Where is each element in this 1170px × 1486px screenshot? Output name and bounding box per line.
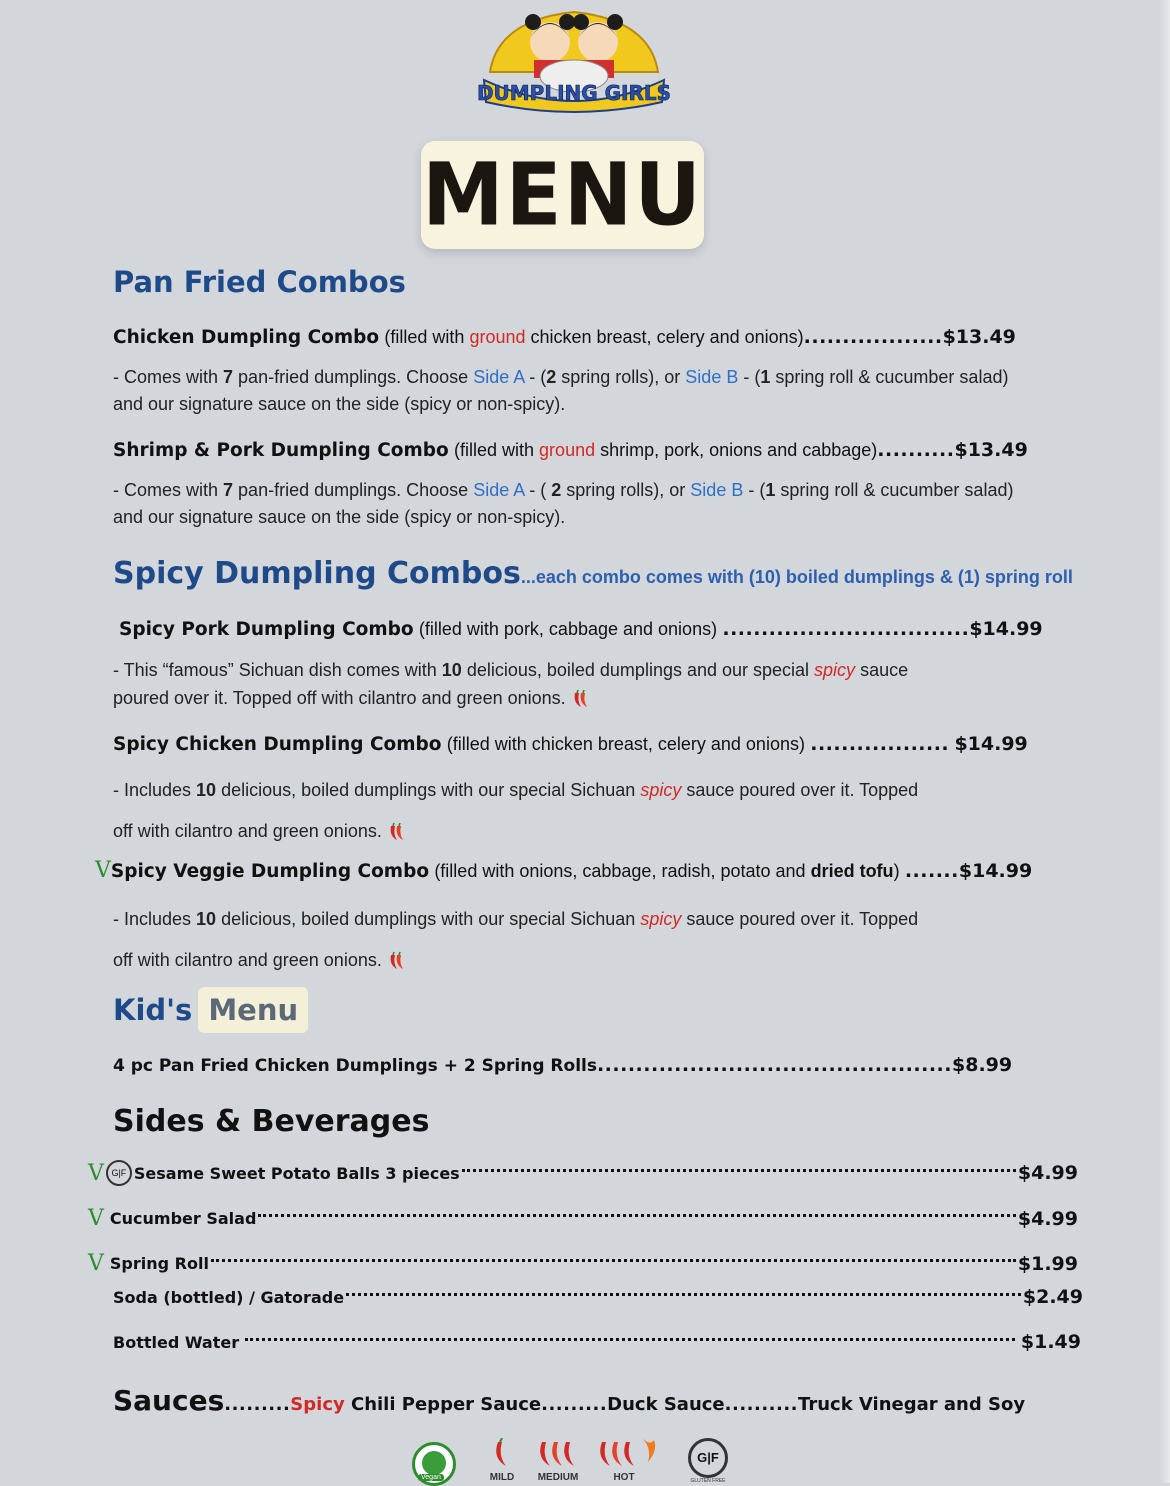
leader-dots: .................. <box>810 733 950 755</box>
gluten-free-icon: G|F <box>106 1160 132 1186</box>
mild-pepper-icon <box>490 1438 512 1468</box>
side-a-label: Side A <box>473 367 525 387</box>
medium-pepper-icon <box>536 1438 578 1468</box>
leader-dots <box>346 1293 1021 1296</box>
side-item-spring-roll <box>88 1251 1078 1276</box>
leader-dots: .................. <box>803 326 943 348</box>
sauce-vinegar-soy: Truck Vinegar and Soy <box>798 1394 1026 1415</box>
vegan-mark-icon: V <box>95 858 111 883</box>
side-item-sesame-balls <box>88 1160 1078 1186</box>
item-price: $14.99 <box>969 618 1043 640</box>
item-price: $4.99 <box>1017 1207 1078 1230</box>
item-price: $13.49 <box>954 439 1028 461</box>
kids-heading-row <box>113 986 308 1034</box>
item-price: $1.99 <box>1017 1252 1078 1275</box>
side-b-label: Side B <box>690 480 744 500</box>
menu-item-chicken-dumpling: Chicken Dumpling Combo (filled with ground chicken breast, celery and onions)..................$13.49 <box>113 326 1016 348</box>
item-name: Sesame Sweet Potato Balls 3 pieces <box>133 1163 460 1183</box>
svg-text:DUMPLING GIRLS: DUMPLING GIRLS <box>478 81 670 105</box>
item-name: Spicy Chicken Dumpling Combo <box>113 734 442 755</box>
page-title: MENU <box>422 145 703 245</box>
menu-item-spicy-chicken: Spicy Chicken Dumpling Combo (filled with chicken breast, celery and onions) .................. $14.99 <box>113 733 1028 755</box>
spicy-heading-row <box>113 556 1073 591</box>
pan-fried-heading: Pan Fried Combos <box>113 265 406 299</box>
page-edge <box>1160 0 1170 1483</box>
kids-heading-highlight: Menu <box>198 987 308 1033</box>
gluten-free-label: GLUTEN FREE <box>690 1478 726 1484</box>
mild-label: MILD <box>489 1472 515 1483</box>
legend: Vegan MILD MEDIUM HOT G|F GLUTEN FREE <box>408 1436 738 1483</box>
item-price: $14.99 <box>958 860 1033 882</box>
item-description: - Comes with 7 pan-fried dumplings. Choose Side A - (2 spring rolls), or Side B - (1 spring roll & cucumber salad) and our signature sauce on the side (spicy or non-spicy). <box>113 367 1009 414</box>
vegan-mark-icon: V <box>88 1251 104 1276</box>
item-name: 4 pc Pan Fried Chicken Dumplings + 2 Spring Rolls <box>113 1056 597 1076</box>
vegan-mark-icon: V <box>88 1160 104 1186</box>
item-description: - Comes with 7 pan-fried dumplings. Choose Side A - ( 2 spring rolls), or Side B - (1 spring roll & cucumber salad) and our signature sauce on the side (spicy or non-spicy). <box>113 480 1014 527</box>
leader-dots: .............................................. <box>596 1054 952 1076</box>
leader-dots <box>258 1214 1016 1217</box>
menu-item-spicy-veggie: VSpicy Veggie Dumpling Combo (filled with onions, cabbage, radish, potato and dried tofu) .......$14.99 <box>95 858 1033 883</box>
leader-dots: .......... <box>877 439 955 461</box>
hot-label: HOT <box>613 1472 635 1483</box>
item-description: - Includes 10 delicious, boiled dumplings with our special Sichuan spicy sauce poured over it. Topped off with cilantro and green onions. <box>113 909 919 970</box>
item-name: Cucumber Salad <box>109 1209 257 1228</box>
hot-pepper-icon <box>596 1436 662 1468</box>
item-name: Soda (bottled) / Gatorade <box>113 1287 345 1307</box>
item-name: Shrimp & Pork Dumpling Combo <box>113 440 449 461</box>
chili-pepper-icon <box>571 689 593 709</box>
chili-pepper-icon <box>387 822 409 842</box>
item-price: $8.99 <box>952 1054 1013 1076</box>
kids-item <box>113 1054 1012 1077</box>
sides-heading: Sides & Beverages <box>113 1104 430 1139</box>
sauce-chili: Chili Pepper Sauce <box>344 1394 542 1415</box>
logo-graphic <box>478 2 670 114</box>
item-price: $13.49 <box>942 326 1016 348</box>
sauce-spicy-label: Spicy <box>290 1394 345 1415</box>
menu-item-shrimp-pork-dumpling: Shrimp & Pork Dumpling Combo (filled with ground shrimp, pork, onions and cabbage)..........$13.49 <box>113 439 1028 461</box>
sauces-heading: Sauces <box>113 1384 225 1417</box>
menu-title-box <box>421 141 704 249</box>
sauces-row: Sauces.........Spicy Chili Pepper Sauce.........Duck Sauce..........Truck Vinegar and Soy <box>113 1384 1026 1417</box>
item-price: $2.49 <box>1022 1286 1083 1308</box>
vegan-mark-icon: V <box>88 1206 104 1231</box>
item-name: Spicy Pork Dumpling Combo <box>119 619 414 640</box>
leader-dots <box>245 1338 1015 1341</box>
item-price: $4.99 <box>1017 1162 1078 1184</box>
leader-dots: ................................ <box>722 618 970 640</box>
side-item-water <box>113 1331 1081 1353</box>
gluten-free-legend-icon: G|F <box>688 1438 728 1478</box>
medium-label: MEDIUM <box>537 1472 579 1483</box>
item-name: Spicy Veggie Dumpling Combo <box>110 861 430 882</box>
logo <box>478 2 670 114</box>
item-price: $1.49 <box>1020 1331 1081 1353</box>
item-description: - This “famous” Sichuan dish comes with 10 delicious, boiled dumplings and our special spicy sauce poured over it. Topped off with cilantro and green onions. <box>113 660 909 708</box>
side-item-soda <box>113 1286 1083 1308</box>
leader-dots: ....... <box>904 860 959 882</box>
item-description: - Includes 10 delicious, boiled dumplings with our special Sichuan spicy sauce poured over it. Topped off with cilantro and green onions. <box>113 780 919 841</box>
spicy-heading: Spicy Dumpling Combos <box>113 556 521 591</box>
item-name: Bottled Water <box>113 1332 240 1352</box>
leader-dots <box>462 1169 1016 1172</box>
side-a-label: Side A <box>473 480 525 500</box>
chili-pepper-icon <box>387 951 409 971</box>
item-price: $14.99 <box>954 733 1028 755</box>
side-b-label: Side B <box>685 367 739 387</box>
kids-heading: Kid's <box>113 993 193 1027</box>
item-name: Spring Roll <box>109 1254 209 1273</box>
sauce-duck: Duck Sauce <box>607 1394 725 1415</box>
item-name: Chicken Dumpling Combo <box>113 327 380 348</box>
spicy-subheading: ...each combo comes with (10) boiled dumplings & (1) spring roll <box>520 567 1073 587</box>
menu-item-spicy-pork: Spicy Pork Dumpling Combo (filled with pork, cabbage and onions) ................................$14.99 <box>119 618 1043 640</box>
side-item-cucumber-salad <box>88 1206 1078 1231</box>
leader-dots <box>211 1259 1016 1262</box>
